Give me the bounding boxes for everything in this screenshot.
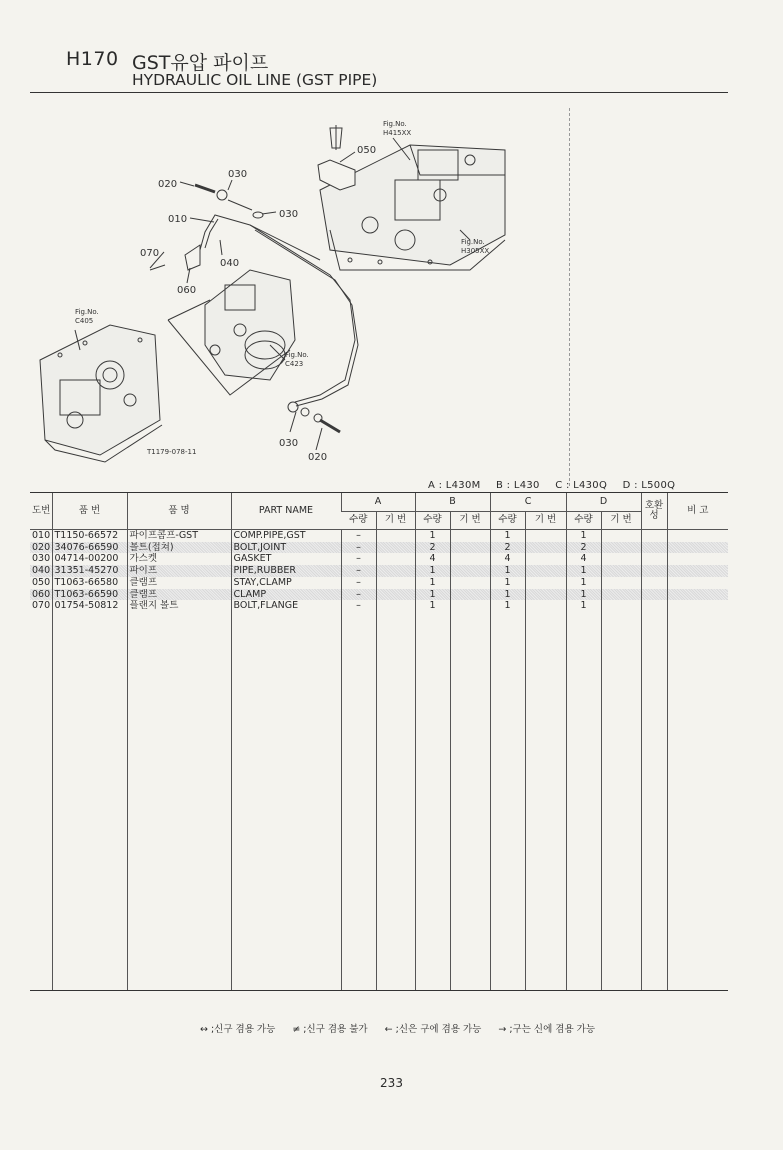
remarks-cell [667, 589, 728, 601]
col-qty: 수량 [341, 511, 376, 530]
period-b [450, 542, 490, 554]
remarks-cell [667, 565, 728, 577]
model-c: C : L430Q [555, 480, 608, 491]
qty-d: 1 [566, 589, 601, 601]
legend-not-compatible: ≠ ;신구 겸용 불가 [292, 1024, 368, 1035]
part-number: T1063-66580 [52, 577, 127, 589]
part-number: 31351-45270 [52, 565, 127, 577]
period-b [450, 553, 490, 565]
period-b [450, 600, 490, 612]
period-a [376, 577, 415, 589]
period-d [601, 530, 641, 542]
col-period: 기 번 [601, 511, 641, 530]
part-name-korean: 파이프콤프-GST [127, 530, 231, 542]
qty-b: 1 [415, 530, 450, 542]
valve-block-left [40, 325, 162, 462]
period-a [376, 600, 415, 612]
period-c [525, 530, 566, 542]
col-model-d: D [566, 493, 641, 512]
period-d [601, 589, 641, 601]
model-d: D : L500Q [622, 480, 676, 491]
parts-table [30, 492, 728, 991]
part-name-english: BOLT,FLANGE [231, 600, 341, 612]
qty-c: 1 [490, 577, 525, 589]
col-model-c: C [490, 493, 566, 512]
part-ref-no: 060 [32, 588, 51, 600]
fig-ref-number: C405 [75, 317, 94, 325]
period-c [525, 565, 566, 577]
remarks-cell [667, 600, 728, 612]
compat-cell [641, 600, 667, 612]
part-name-english: STAY,CLAMP [231, 577, 341, 589]
figure-code: T1179-078-11 [147, 448, 197, 456]
qty-c: 1 [490, 589, 525, 601]
part-name-english: PIPE,RUBBER [231, 565, 341, 577]
fig-ref-label: Fig.No. [285, 351, 309, 359]
qty-d: 2 [566, 542, 601, 554]
qty-c: 2 [490, 542, 525, 554]
col-period: 기 번 [376, 511, 415, 530]
qty-a: – [341, 600, 376, 612]
period-c [525, 553, 566, 565]
period-b [450, 577, 490, 589]
col-no: 도번 [30, 493, 52, 530]
col-part-name: PART NAME [231, 493, 341, 530]
header-rule [30, 92, 728, 93]
part-ref-no: 010 [32, 530, 51, 541]
remarks-cell [667, 530, 728, 542]
callout-020: 020 [158, 179, 178, 190]
fig-ref-number: C423 [285, 360, 304, 368]
part-name-english: COMP.PIPE,GST [231, 530, 341, 542]
period-d [601, 577, 641, 589]
part-number: 04714-00200 [52, 553, 127, 565]
period-c [525, 542, 566, 554]
col-qty: 수량 [490, 511, 525, 530]
section-title-korean: GST유압 파이프 [132, 52, 269, 74]
part-ref-no: 050 [32, 576, 51, 588]
period-b [450, 530, 490, 542]
model-b: B : L430 [496, 480, 540, 491]
col-model-a: A [341, 493, 415, 512]
fig-ref-label: Fig.No. [461, 238, 485, 246]
compat-cell [641, 565, 667, 577]
section-title-english: HYDRAULIC OIL LINE (GST PIPE) [132, 71, 378, 89]
fig-ref-label: Fig.No. [383, 120, 407, 128]
col-name-kor: 품 명 [127, 493, 231, 530]
qty-c: 1 [490, 530, 525, 542]
table-row [30, 565, 728, 577]
period-c [525, 577, 566, 589]
part-name-english: GASKET [231, 553, 341, 565]
fig-ref-number: H305XX [461, 247, 490, 255]
model-legend [428, 480, 687, 491]
part-number: 01754-50812 [52, 600, 127, 612]
compat-cell [641, 553, 667, 565]
col-qty: 수량 [415, 511, 450, 530]
period-c [525, 600, 566, 612]
compat-cell [641, 530, 667, 542]
qty-d: 4 [566, 553, 601, 565]
compat-cell [641, 577, 667, 589]
qty-a: – [341, 553, 376, 565]
callout-050: 050 [357, 145, 377, 156]
col-qty: 수량 [566, 511, 601, 530]
remarks-cell [667, 553, 728, 565]
compatibility-legend [200, 1021, 609, 1035]
period-b [450, 565, 490, 577]
qty-a: – [341, 565, 376, 577]
table-row [30, 577, 728, 589]
page-number: 233 [380, 1076, 403, 1090]
part-name-korean: 클램프 [127, 589, 231, 601]
part-number: 34076-66590 [52, 542, 127, 554]
legend-both-ways: ↔ ;신구 겸용 가능 [200, 1024, 276, 1035]
qty-a: – [341, 530, 376, 542]
legend-old-to-new: → ;구는 신에 겸용 가능 [498, 1024, 595, 1035]
callout-060: 060 [177, 285, 197, 296]
legend-new-to-old: ← ;신은 구에 겸용 가능 [384, 1024, 482, 1035]
col-part-no: 품 번 [52, 493, 127, 530]
period-d [601, 600, 641, 612]
part-name-korean: 볼트(접쳐) [127, 542, 231, 554]
compat-cell [641, 542, 667, 554]
period-a [376, 589, 415, 601]
exploded-parts-diagram [0, 100, 783, 480]
callout-070: 070 [140, 248, 160, 259]
part-ref-no: 030 [32, 553, 51, 565]
callout-040: 040 [220, 258, 240, 269]
period-a [376, 553, 415, 565]
qty-b: 1 [415, 577, 450, 589]
part-number: T1063-66590 [52, 589, 127, 601]
qty-d: 1 [566, 565, 601, 577]
part-name-english: BOLT,JOINT [231, 542, 341, 554]
callout-030: 030 [279, 438, 299, 449]
period-d [601, 565, 641, 577]
part-ref-no: 020 [32, 541, 51, 553]
qty-b: 1 [415, 565, 450, 577]
col-period: 기 번 [525, 511, 566, 530]
fig-ref-number: H415XX [383, 129, 412, 137]
qty-d: 1 [566, 577, 601, 589]
period-a [376, 530, 415, 542]
qty-b: 2 [415, 542, 450, 554]
part-name-korean: 가스켓 [127, 553, 231, 565]
table-blank-area [30, 612, 728, 991]
period-d [601, 542, 641, 554]
period-a [376, 542, 415, 554]
col-remarks: 비 고 [667, 493, 728, 530]
qty-d: 1 [566, 530, 601, 542]
qty-b: 4 [415, 553, 450, 565]
compat-cell [641, 589, 667, 601]
qty-a: – [341, 577, 376, 589]
callout-020: 020 [308, 452, 328, 463]
qty-a: – [341, 542, 376, 554]
period-a [376, 565, 415, 577]
qty-a: – [341, 589, 376, 601]
period-c [525, 589, 566, 601]
table-row [30, 542, 728, 554]
qty-c: 4 [490, 553, 525, 565]
remarks-cell [667, 577, 728, 589]
callout-010: 010 [168, 214, 188, 225]
part-name-english: CLAMP [231, 589, 341, 601]
model-a: A : L430M [428, 480, 481, 491]
qty-d: 1 [566, 600, 601, 612]
part-name-korean: 플랜지 볼트 [127, 600, 231, 612]
col-compat: 호환성 [641, 493, 667, 530]
table-row [30, 553, 728, 565]
qty-b: 1 [415, 600, 450, 612]
qty-c: 1 [490, 565, 525, 577]
table-row [30, 600, 728, 612]
part-number: T1150-66572 [52, 530, 127, 542]
part-ref-no: 070 [32, 600, 51, 612]
table-row [30, 589, 728, 601]
qty-c: 1 [490, 600, 525, 612]
col-model-b: B [415, 493, 490, 512]
section-code: H170 [66, 48, 119, 70]
col-period: 기 번 [450, 511, 490, 530]
callout-030: 030 [279, 209, 299, 220]
part-name-korean: 클램프 [127, 577, 231, 589]
part-ref-no: 040 [32, 565, 51, 577]
table-row [30, 530, 728, 542]
period-d [601, 553, 641, 565]
period-b [450, 589, 490, 601]
qty-b: 1 [415, 589, 450, 601]
remarks-cell [667, 542, 728, 554]
callout-030: 030 [228, 169, 248, 180]
part-name-korean: 파이프 [127, 565, 231, 577]
fig-ref-label: Fig.No. [75, 308, 99, 316]
